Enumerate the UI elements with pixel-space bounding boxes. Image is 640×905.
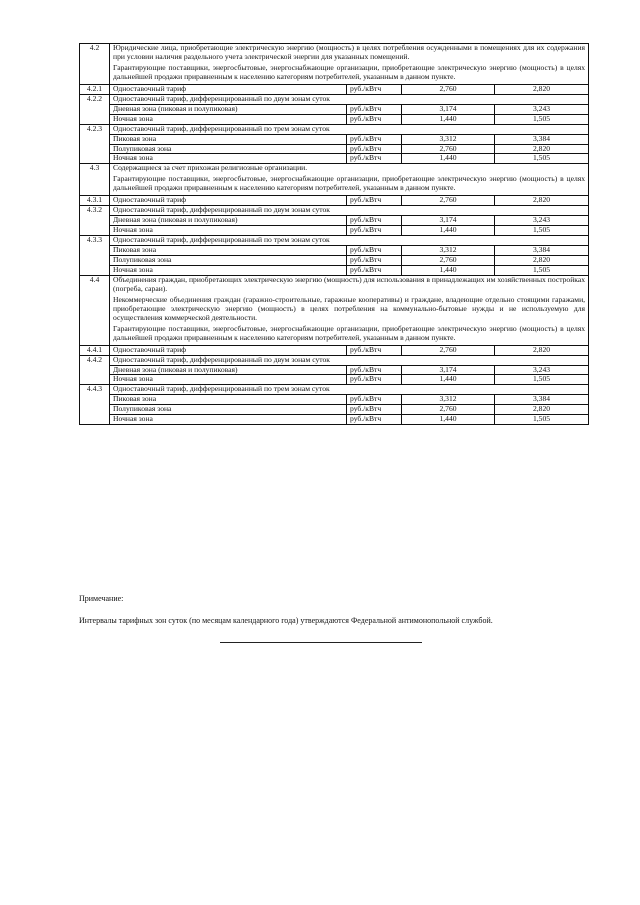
tariff-number: 4.4.2 — [80, 355, 110, 385]
tariff-number: 4.3.1 — [80, 196, 110, 206]
tariff-label: Одноставочный тариф — [110, 345, 347, 355]
tariff-unit: руб./кВтч — [347, 84, 402, 94]
section-number: 4.4 — [80, 275, 110, 345]
section-number: 4.3 — [80, 164, 110, 196]
zone-row — [80, 216, 589, 226]
zone-unit: руб./кВтч — [347, 216, 402, 226]
zone-value-h1: 1,440 — [402, 375, 495, 385]
zone-label: Ночная зона — [110, 226, 347, 236]
zone-row — [80, 415, 589, 425]
tariff-label: Одноставочный тариф, дифференцированный по трем зонам суток — [110, 385, 589, 395]
zone-value-h1: 1,440 — [402, 154, 495, 164]
tariff-value-h2: 2,820 — [495, 345, 589, 355]
zone-value-h1: 2,760 — [402, 144, 495, 154]
zone-value-h2: 1,505 — [495, 114, 589, 124]
zone-unit: руб./кВтч — [347, 226, 402, 236]
zone-value-h2: 1,505 — [495, 265, 589, 275]
tariff-label: Одноставочный тариф — [110, 196, 347, 206]
zone-label: Дневная зона (пиковая и полупиковая) — [110, 365, 347, 375]
zone-value-h1: 3,312 — [402, 134, 495, 144]
zone-row — [80, 265, 589, 275]
zone-value-h2: 3,243 — [495, 104, 589, 114]
zone-group-header-row — [80, 385, 589, 395]
zone-value-h2: 3,384 — [495, 134, 589, 144]
zone-row — [80, 114, 589, 124]
zone-row — [80, 365, 589, 375]
tariff-row — [80, 196, 589, 206]
zone-value-h2: 3,384 — [495, 395, 589, 405]
zone-group-header-row — [80, 206, 589, 216]
zone-label: Ночная зона — [110, 375, 347, 385]
zone-label: Пиковая зона — [110, 134, 347, 144]
zone-unit: руб./кВтч — [347, 144, 402, 154]
tariff-label: Одноставочный тариф, дифференцированный по двум зонам суток — [110, 355, 589, 365]
zone-value-h2: 1,505 — [495, 415, 589, 425]
zone-row — [80, 226, 589, 236]
tariff-row — [80, 345, 589, 355]
zone-group-header-row — [80, 94, 589, 104]
zone-value-h2: 3,243 — [495, 216, 589, 226]
section-description — [110, 44, 589, 85]
zone-row — [80, 104, 589, 114]
zone-value-h1: 3,174 — [402, 216, 495, 226]
zone-value-h2: 2,820 — [495, 256, 589, 266]
section-paragraph: Гарантирующие поставщики, энергосбытовые, энергоснабжающие организации, приобретающие электрическую энергию (мощность) в целях дальнейшей продажи приравненным к населению категориям потребителей, указанным в данном пункте. — [113, 62, 586, 81]
zone-unit: руб./кВтч — [347, 154, 402, 164]
zone-value-h1: 2,760 — [402, 405, 495, 415]
zone-value-h2: 2,820 — [495, 144, 589, 154]
section-header-row — [80, 164, 589, 196]
zone-value-h2: 3,243 — [495, 365, 589, 375]
zone-label: Ночная зона — [110, 415, 347, 425]
zone-unit: руб./кВтч — [347, 395, 402, 405]
tariff-value-h1: 2,760 — [402, 196, 495, 206]
section-number: 4.2 — [80, 44, 110, 85]
zone-group-header-row — [80, 124, 589, 134]
zone-label: Дневная зона (пиковая и полупиковая) — [110, 216, 347, 226]
zone-label: Полупиковая зона — [110, 256, 347, 266]
tariff-number: 4.4.3 — [80, 385, 110, 425]
tariff-value-h1: 2,760 — [402, 84, 495, 94]
section-paragraph: Содержащиеся за счет прихожан религиозные организации. — [113, 163, 308, 173]
zone-unit: руб./кВтч — [347, 365, 402, 375]
tariff-table — [79, 43, 589, 425]
zone-unit: руб./кВтч — [347, 134, 402, 144]
zone-row — [80, 246, 589, 256]
tariff-label: Одноставочный тариф, дифференцированный по двум зонам суток — [110, 206, 589, 216]
tariff-label: Одноставочный тариф, дифференцированный по трем зонам суток — [110, 236, 589, 246]
zone-unit: руб./кВтч — [347, 415, 402, 425]
zone-group-header-row — [80, 355, 589, 365]
tariff-unit: руб./кВтч — [347, 345, 402, 355]
section-paragraph: Гарантирующие поставщики, энергосбытовые, энергоснабжающие организации, приобретающие электрическую энергию (мощность) в целях дальнейшей продажи приравненным к населению категориям потребителей, указанным в данном пункте. — [113, 323, 586, 342]
tariff-label: Одноставочный тариф — [110, 84, 347, 94]
zone-label: Полупиковая зона — [110, 405, 347, 415]
zone-unit: руб./кВтч — [347, 104, 402, 114]
zone-row — [80, 144, 589, 154]
tariff-number: 4.3.3 — [80, 236, 110, 276]
zone-value-h1: 1,440 — [402, 415, 495, 425]
zone-row — [80, 154, 589, 164]
zone-label: Пиковая зона — [110, 246, 347, 256]
zone-group-header-row — [80, 236, 589, 246]
zone-unit: руб./кВтч — [347, 375, 402, 385]
zone-unit: руб./кВтч — [347, 256, 402, 266]
zone-value-h2: 1,505 — [495, 154, 589, 164]
tariff-value-h2: 2,820 — [495, 84, 589, 94]
zone-unit: руб./кВтч — [347, 265, 402, 275]
zone-label: Полупиковая зона — [110, 144, 347, 154]
section-paragraph: Некоммерческие объединения граждан (гаражно-строительные, гаражные кооперативы) и граждане, владеющие отдельно стоящими гаражами, приобретающие электрическую энергию (мощность) в целях потребления на коммунально-бытовые нужды и не используемую для осуществления коммерческой деятельности. — [113, 294, 586, 322]
zone-value-h1: 1,440 — [402, 226, 495, 236]
zone-value-h1: 3,174 — [402, 365, 495, 375]
zone-value-h1: 1,440 — [402, 265, 495, 275]
tariff-number: 4.3.2 — [80, 206, 110, 236]
note-label: Примечание: — [79, 594, 124, 603]
zone-label: Ночная зона — [110, 114, 347, 124]
zone-row — [80, 395, 589, 405]
zone-unit: руб./кВтч — [347, 405, 402, 415]
zone-label: Дневная зона (пиковая и полупиковая) — [110, 104, 347, 114]
zone-value-h1: 3,312 — [402, 395, 495, 405]
zone-label: Ночная зона — [110, 154, 347, 164]
tariff-value-h2: 2,820 — [495, 196, 589, 206]
zone-label: Пиковая зона — [110, 395, 347, 405]
section-header-row — [80, 44, 589, 85]
zone-value-h1: 1,440 — [402, 114, 495, 124]
zone-value-h1: 2,760 — [402, 256, 495, 266]
tariff-number: 4.2.1 — [80, 84, 110, 94]
zone-unit: руб./кВтч — [347, 114, 402, 124]
zone-value-h2: 2,820 — [495, 405, 589, 415]
tariff-number: 4.2.3 — [80, 124, 110, 164]
tariff-label: Одноставочный тариф, дифференцированный по трем зонам суток — [110, 124, 589, 134]
tariff-value-h1: 2,760 — [402, 345, 495, 355]
zone-row — [80, 375, 589, 385]
tariff-number: 4.2.2 — [80, 94, 110, 124]
section-paragraph: Объединения граждан, приобретающих электрическую энергию (мощность) для использования в принадлежащих им хозяйственных постройках (погреба, сараи). — [113, 274, 586, 293]
tariff-row — [80, 84, 589, 94]
section-description — [110, 275, 589, 345]
zone-value-h2: 3,384 — [495, 246, 589, 256]
zone-label: Ночная зона — [110, 265, 347, 275]
zone-value-h1: 3,312 — [402, 246, 495, 256]
tariff-unit: руб./кВтч — [347, 196, 402, 206]
zone-row — [80, 134, 589, 144]
section-header-row — [80, 275, 589, 345]
zone-value-h2: 1,505 — [495, 226, 589, 236]
tariff-label: Одноставочный тариф, дифференцированный по двум зонам суток — [110, 94, 589, 104]
note-text: Интервалы тарифных зон суток (по месяцам календарного года) утверждаются Федеральной антимонопольной службой. — [79, 616, 493, 625]
zone-row — [80, 405, 589, 415]
section-description — [110, 164, 589, 196]
zone-unit: руб./кВтч — [347, 246, 402, 256]
zone-row — [80, 256, 589, 266]
zone-value-h1: 3,174 — [402, 104, 495, 114]
tariff-number: 4.4.1 — [80, 345, 110, 355]
zone-value-h2: 1,505 — [495, 375, 589, 385]
closing-rule — [220, 642, 422, 643]
section-paragraph: Гарантирующие поставщики, энергосбытовые, энергоснабжающие организации, приобретающие электрическую энергию (мощность) в целях дальнейшей продажи приравненным к населению категориям потребителей, указанным в данном пункте. — [113, 174, 586, 193]
section-paragraph: Юридические лица, приобретающие электрическую энергию (мощность) в целях потребления осужденными в помещениях для их содержания при условии наличия раздельного учета электрической энергии для указанных помещений. — [113, 43, 586, 61]
